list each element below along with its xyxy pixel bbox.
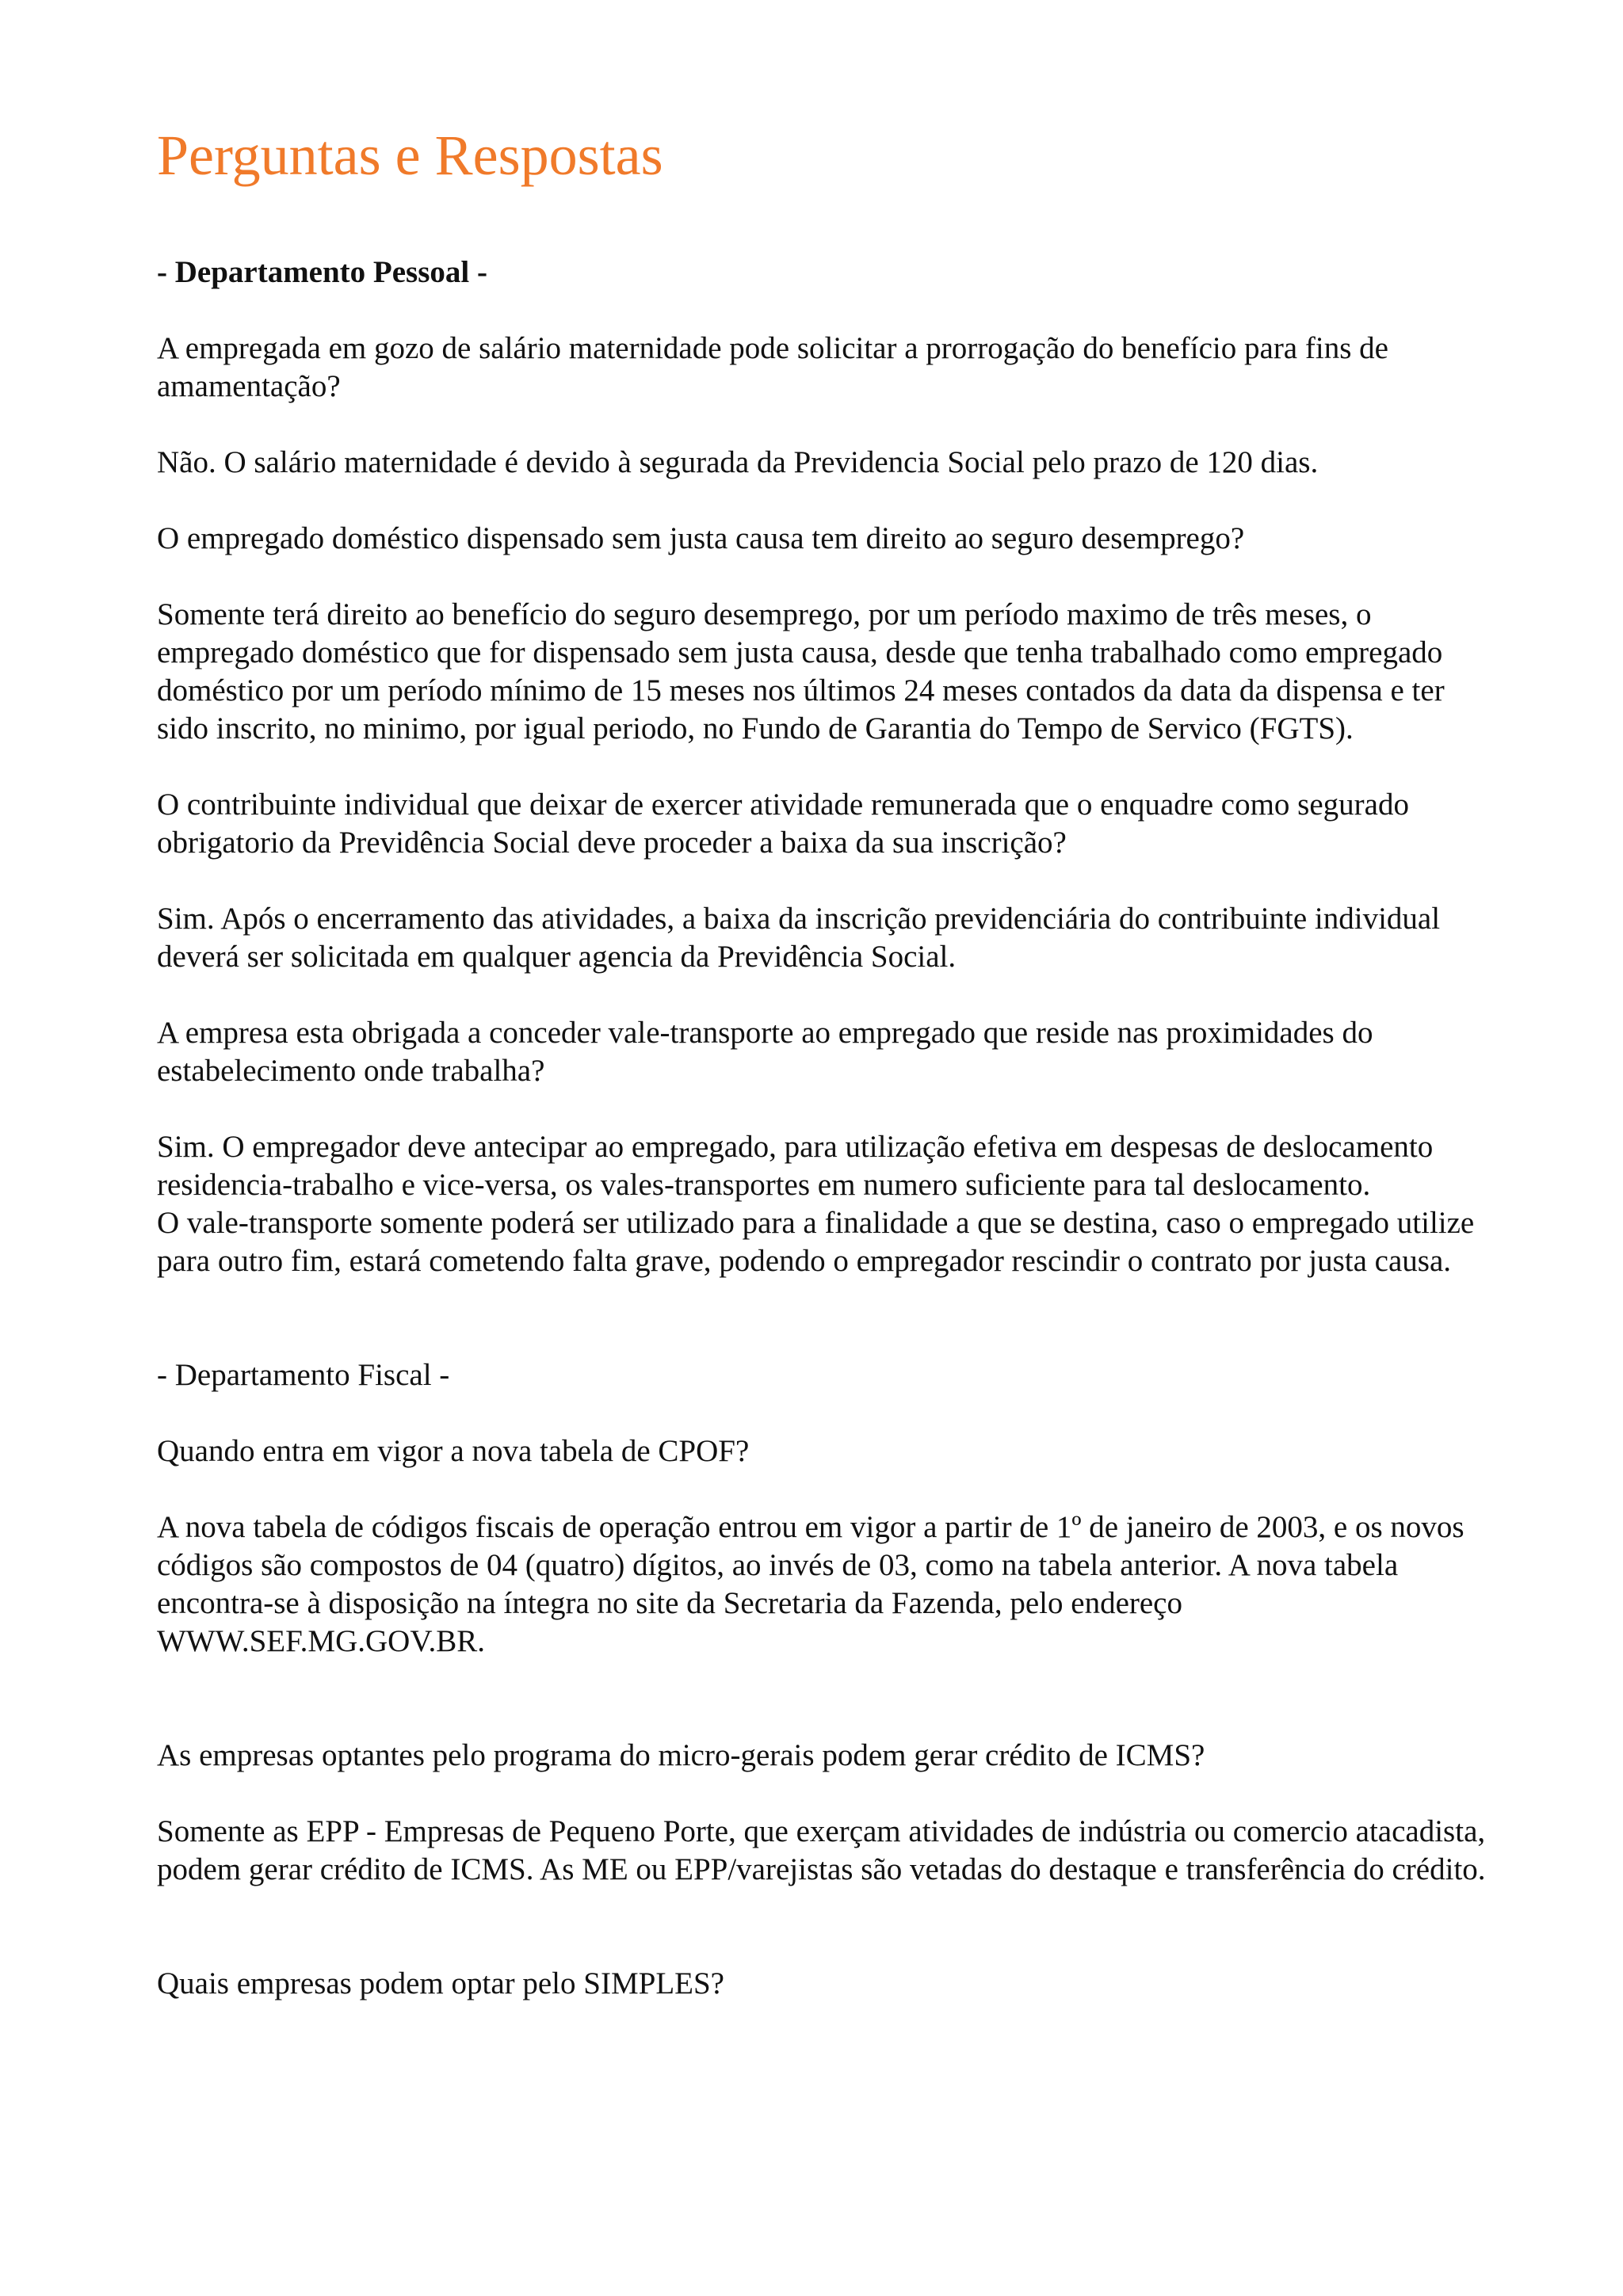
paragraph-spacer [157, 1699, 1488, 1737]
question-paragraph: O contribuinte individual que deixar de exercer atividade remunerada que o enquadre como segurado obrigatorio da Previdência Social deve proceder a baixa da sua inscrição? [157, 788, 1409, 860]
question-paragraph: A empregada em gozo de salário maternidade pode solicitar a prorrogação do benefício para fins de amamentação? [157, 331, 1388, 403]
page-title: Perguntas e Respostas [157, 124, 663, 187]
answer-paragraph: A nova tabela de códigos fiscais de operação entrou em vigor a partir de 1º de janeiro de 2003, e os novos códigos são compostos de 04 (quatro) dígitos, ao invés de 03, como na tabela anterior. A nova tabela encontra-se à disposição na íntegra no site da Secretaria da Fazenda, pelo endereço WWW.SEF.MG.GOV.BR. [157, 1510, 1465, 1658]
answer-paragraph: Somente as EPP - Empresas de Pequeno Porte, que exerçam atividades de indústria ou comercio atacadista, podem gerar crédito de ICMS. As ME ou EPP/varejistas são vetadas do destaque e transferência do crédito. [157, 1814, 1486, 1886]
question-paragraph: Quais empresas podem optar pelo SIMPLES? [157, 1966, 724, 2000]
answer-paragraph: O vale-transporte somente poderá ser utilizado para a finalidade a que se destina, caso o empregado utilize para outro fim, estará cometendo falta grave, podendo o empregador rescindir o contrato por justa causa. [157, 1206, 1475, 1278]
question-paragraph: Quando entra em vigor a nova tabela de CPOF? [157, 1434, 750, 1468]
question-paragraph: O empregado doméstico dispensado sem justa causa tem direito ao seguro desemprego? [157, 521, 1245, 555]
document-page [157, 119, 1488, 2041]
question-paragraph: A empresa esta obrigada a conceder vale-transporte ao empregado que reside nas proximidades do estabelecimento onde trabalha? [157, 1016, 1373, 1088]
paragraph-spacer [157, 1927, 1488, 1965]
answer-paragraph: Não. O salário maternidade é devido à segurada da Previdencia Social pelo prazo de 120 dias. [157, 445, 1319, 479]
section-spacer [157, 1318, 1488, 1356]
section-heading-pessoal: - Departamento Pessoal - [157, 255, 487, 289]
answer-paragraph: Sim. O empregador deve antecipar ao empregado, para utilização efetiva em despesas de deslocamento residencia-trabalho e vice-versa, os vales-transportes em numero suficiente para tal deslocamento. [157, 1130, 1434, 1202]
answer-paragraph: Sim. Após o encerramento das atividades, a baixa da inscrição previdenciária do contribuinte individual deverá ser solicitada em qualquer agencia da Previdência Social. [157, 902, 1441, 974]
question-paragraph: As empresas optantes pelo programa do micro-gerais podem gerar crédito de ICMS? [157, 1738, 1205, 1772]
section-heading-fiscal: - Departamento Fiscal - [157, 1358, 450, 1392]
answer-paragraph: Somente terá direito ao benefício do seguro desemprego, por um período maximo de três meses, o empregado doméstico que for dispensado sem justa causa, desde que tenha trabalhado como empregado doméstico por um período mínimo de 15 meses nos últimos 24 meses contados da data da dispensa e ter sido inscrito, no minimo, por igual periodo, no Fundo de Garantia do Tempo de Servico (FGTS). [157, 597, 1445, 746]
